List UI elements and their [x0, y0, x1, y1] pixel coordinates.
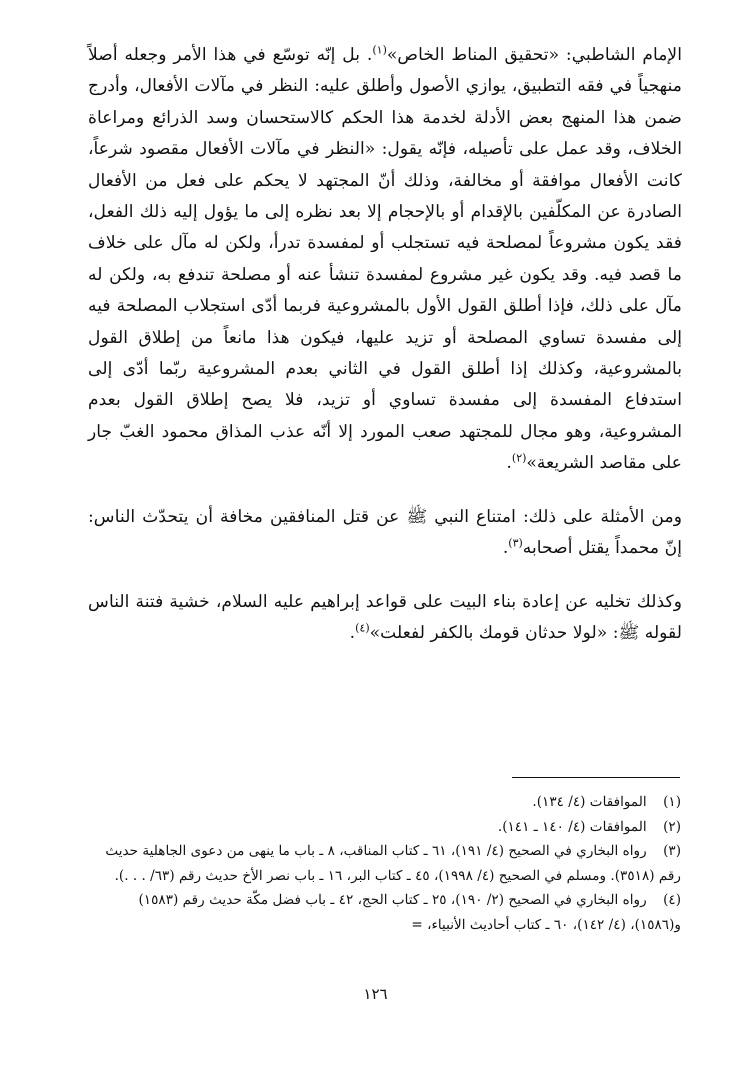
- footnote-divider: [512, 777, 680, 778]
- footnote-ref: (٤): [355, 621, 370, 635]
- footnote-text: رواه البخاري في الصحيح (٢/ ١٩٠)، ٢٥ ـ كتاب الحج، ٤٢ ـ باب فضل مكّة حديث رقم (١٥٨٣) و(١٥٨٦)، (٤/ ١٤٢)، ٦٠ ـ كتاب أحاديث الأنبياء، =: [138, 892, 681, 933]
- footnote-ref: (٢): [511, 451, 527, 465]
- paragraph-text: ومن الأمثلة على ذلك: امتناع النبي ﷺ عن قتل المنافقين مخافة أن يتحدّث الناس: إنّ محمداً يقتل أصحابه: [88, 506, 682, 559]
- footnote-number: (١): [663, 794, 681, 810]
- paragraph-text: وكذلك تخليه عن إعادة بناء البيت على قواعد إبراهيم عليه السلام، خشية فتنة الناس لقوله ﷺ: «لولا حدثان قومك بالكفر لفعلت»: [88, 591, 682, 643]
- paragraph-text: .: [502, 538, 509, 559]
- page-number: ١٢٦: [363, 985, 388, 1003]
- footnote-ref: (١): [372, 43, 387, 57]
- footnote-item: [95, 815, 681, 840]
- paragraph-example-hypocrites: [88, 502, 682, 565]
- paragraph-shatibi: [88, 40, 682, 480]
- footnote-number: (٤): [663, 892, 681, 908]
- footnote-number: (٢): [663, 818, 681, 835]
- footnote-text: الموافقات (٤/ ١٣٤).: [532, 794, 647, 810]
- footnote-item: [95, 888, 681, 937]
- footnote-item: [95, 790, 681, 815]
- footnotes: [95, 790, 681, 937]
- footnote-item: [95, 839, 681, 888]
- paragraph-text: . بل إنّه توسّع في هذا الأمر وجعله أصلاً منهجياً في فقه التطبيق، يوازي الأصول وأطلق عليه: النظر في مآلات الأفعال، وأدرج ضمن هذا المنهج بعض الأدلة لخدمة هذا الحكم كالاستحسان وسد الذرائع ومراعاة الخلاف، وقد عمل على تأصيله، فإنّه يقول: «النظر في مآلات الأفعال مقصود شرعاً، كانت الأفعال موافقة أو مخالفة، وذلك أنّ المجتهد لا يحكم على فعل من الأفعال الصادرة عن المكلّفين بالإقدام أو بالإحجام إلا بعد نظره إلى ما يؤول إليه ذلك الفعل، فقد يكون مشروعاً لمصلحة فيه تستجلب أو لمفسدة تدرأ، ولكن له مآل على خلاف ما قصد فيه. وقد يكون غير مشروع لمفسدة تنشأ عنه أو مصلحة تندفع به، ولكن له مآل على ذلك، فإذا أطلق القول الأول بالمشروعية فربما أدّى استجلاب المصلحة فيه إلى مفسدة تساوي المصلحة أو تزيد عليها، فيكون هذا مانعاً من إطلاق القول بالمشروعية، وكذلك إذا أطلق القول في الثاني بعدم المشروعية ربّما أدّى إلى استدفاع المفسدة إلى مفسدة تساوي أو تزيد، فلا يصح إطلاق القول بعدم المشروعية، وهو مجال للمجتهد صعب المورد إلا أنّه عذب المذاق محمود الغبّ جار على مقاصد الشريعة»: [88, 45, 682, 474]
- main-text: [88, 40, 682, 649]
- paragraph-text: .: [349, 622, 356, 643]
- footnote-text: الموافقات (٤/ ١٤٠ ـ ١٤١).: [497, 818, 647, 835]
- footnote-text: رواه البخاري في الصحيح (٤/ ١٩١)، ٦١ ـ كتاب المناقب، ٨ ـ باب ما ينهى من دعوى الجاهلية حديث رقم (٣٥١٨). ومسلم في الصحيح (٤/ ١٩٩٨)، ٤٥ ـ كتاب البر، ١٦ ـ باب نصر الأخ حديث رقم (٦٣/ . . .).: [105, 843, 681, 884]
- paragraph-text: الإمام الشاطبي: «تحقيق المناط الخاص»: [386, 45, 682, 65]
- footnote-number: (٣): [663, 843, 681, 859]
- paragraph-example-kaaba: [88, 587, 682, 650]
- paragraph-text: .: [506, 453, 512, 474]
- footnote-ref: (٣): [508, 536, 523, 550]
